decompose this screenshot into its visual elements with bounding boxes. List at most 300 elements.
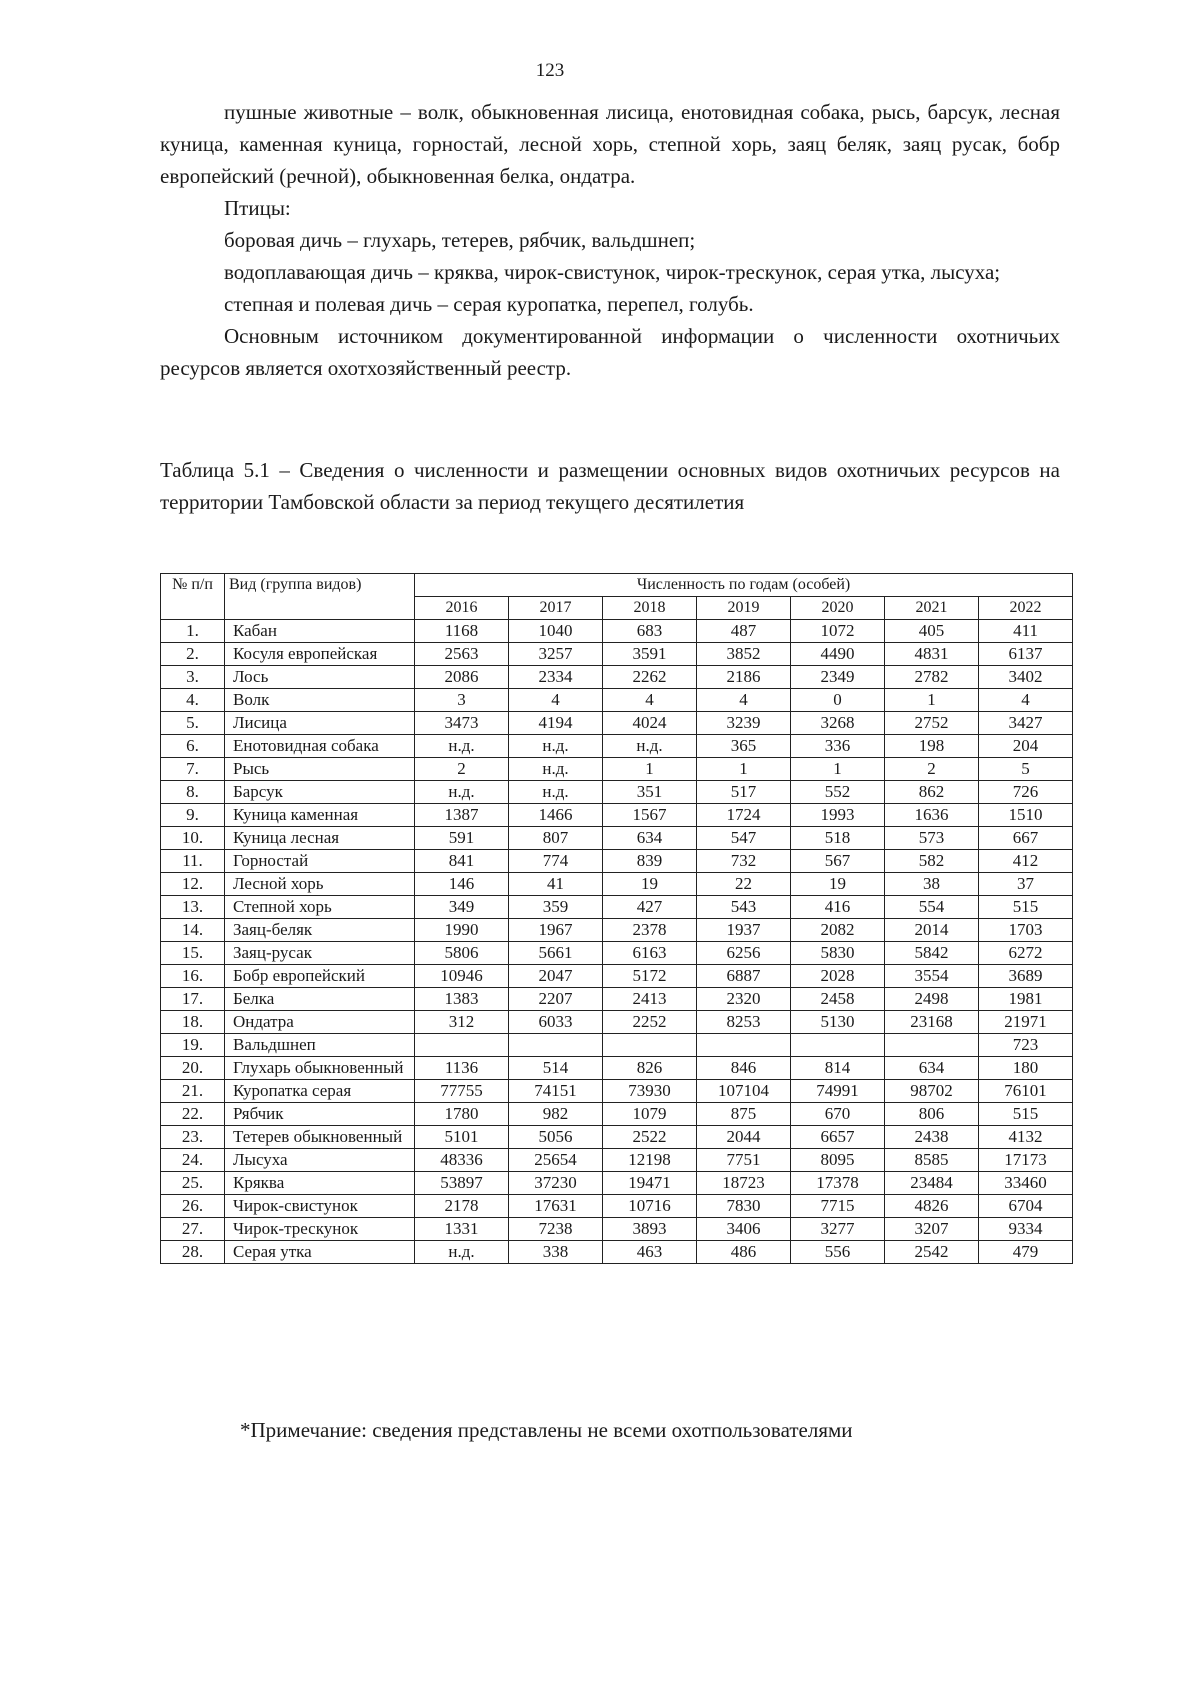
population-cell: 7751 <box>697 1149 791 1172</box>
population-cell: н.д. <box>415 735 509 758</box>
population-cell: 2782 <box>885 666 979 689</box>
population-cell: 6137 <box>979 643 1073 666</box>
population-cell: 683 <box>603 620 697 643</box>
population-cell: 2320 <box>697 988 791 1011</box>
population-cell: 3893 <box>603 1218 697 1241</box>
row-number: 3. <box>161 666 225 689</box>
population-cell: 23168 <box>885 1011 979 1034</box>
population-cell: 5056 <box>509 1126 603 1149</box>
table-row <box>161 781 1073 804</box>
population-cell: 1937 <box>697 919 791 942</box>
population-cell: 2413 <box>603 988 697 1011</box>
row-number: 26. <box>161 1195 225 1218</box>
population-cell: 6887 <box>697 965 791 988</box>
header-year: 2022 <box>979 597 1073 620</box>
population-cell: 4132 <box>979 1126 1073 1149</box>
population-cell: 1072 <box>791 620 885 643</box>
population-cell: 2044 <box>697 1126 791 1149</box>
population-cell: 2498 <box>885 988 979 1011</box>
population-cell: 543 <box>697 896 791 919</box>
population-cell: 634 <box>603 827 697 850</box>
population-cell: 3 <box>415 689 509 712</box>
population-cell: 1079 <box>603 1103 697 1126</box>
population-cell: 591 <box>415 827 509 850</box>
paragraph: степная и полевая дичь – серая куропатка, перепел, голубь. <box>224 292 754 316</box>
population-cell: 4 <box>697 689 791 712</box>
species-name: Лесной хорь <box>225 873 415 896</box>
row-number: 8. <box>161 781 225 804</box>
header-population-by-year: Численность по годам (особей) <box>415 574 1073 597</box>
population-cell: 359 <box>509 896 603 919</box>
table-row <box>161 758 1073 781</box>
species-name: Кряква <box>225 1172 415 1195</box>
population-cell: н.д. <box>509 735 603 758</box>
species-name: Ондатра <box>225 1011 415 1034</box>
row-number: 14. <box>161 919 225 942</box>
row-number: 16. <box>161 965 225 988</box>
population-cell: 487 <box>697 620 791 643</box>
paragraph: водоплавающая дичь – кряква, чирок-свистунок, чирок-трескунок, серая утка, лысуха; <box>224 260 1001 284</box>
population-cell: 2438 <box>885 1126 979 1149</box>
population-cell: 3689 <box>979 965 1073 988</box>
table-row <box>161 1218 1073 1241</box>
population-cell: 2262 <box>603 666 697 689</box>
population-cell: 10716 <box>603 1195 697 1218</box>
population-cell: 19471 <box>603 1172 697 1195</box>
population-cell: 667 <box>979 827 1073 850</box>
population-cell: 53897 <box>415 1172 509 1195</box>
population-cell: 1040 <box>509 620 603 643</box>
population-cell: 5101 <box>415 1126 509 1149</box>
species-name: Рысь <box>225 758 415 781</box>
table-body <box>161 620 1073 1264</box>
population-cell: 76101 <box>979 1080 1073 1103</box>
table-row <box>161 1126 1073 1149</box>
population-cell: 6704 <box>979 1195 1073 1218</box>
table-header-row <box>161 574 1073 597</box>
population-cell: 1510 <box>979 804 1073 827</box>
population-cell: 22 <box>697 873 791 896</box>
population-cell: 567 <box>791 850 885 873</box>
population-cell: 4 <box>509 689 603 712</box>
population-cell: 554 <box>885 896 979 919</box>
population-cell: 17173 <box>979 1149 1073 1172</box>
population-cell: 8585 <box>885 1149 979 1172</box>
species-name: Рябчик <box>225 1103 415 1126</box>
species-name: Волк <box>225 689 415 712</box>
population-cell: 7715 <box>791 1195 885 1218</box>
population-cell: 6163 <box>603 942 697 965</box>
row-number: 2. <box>161 643 225 666</box>
table-row <box>161 942 1073 965</box>
species-name: Горностай <box>225 850 415 873</box>
population-cell: 2207 <box>509 988 603 1011</box>
population-cell: 2252 <box>603 1011 697 1034</box>
population-cell: 573 <box>885 827 979 850</box>
table-note: *Примечание: сведения представлены не всеми охотпользователями <box>240 1418 853 1442</box>
header-year: 2018 <box>603 597 697 620</box>
row-number: 12. <box>161 873 225 896</box>
population-cell: 518 <box>791 827 885 850</box>
population-cell: 1990 <box>415 919 509 942</box>
population-cell: 1 <box>885 689 979 712</box>
row-number: 25. <box>161 1172 225 1195</box>
population-cell: 2563 <box>415 643 509 666</box>
row-number: 21. <box>161 1080 225 1103</box>
row-number: 1. <box>161 620 225 643</box>
row-number: 20. <box>161 1057 225 1080</box>
population-cell: 3406 <box>697 1218 791 1241</box>
population-cell: 3257 <box>509 643 603 666</box>
population-cell: 7830 <box>697 1195 791 1218</box>
table-row <box>161 1103 1073 1126</box>
population-cell: 479 <box>979 1241 1073 1264</box>
population-cell: 18723 <box>697 1172 791 1195</box>
population-cell: 74991 <box>791 1080 885 1103</box>
population-cell: 826 <box>603 1057 697 1080</box>
population-cell: 862 <box>885 781 979 804</box>
page-number: 123 <box>535 60 565 81</box>
table-row <box>161 827 1073 850</box>
population-cell <box>791 1034 885 1057</box>
population-cell: 2752 <box>885 712 979 735</box>
species-name: Белка <box>225 988 415 1011</box>
population-cell: 19 <box>603 873 697 896</box>
population-cell: 4024 <box>603 712 697 735</box>
population-cell: 2349 <box>791 666 885 689</box>
population-cell: 2522 <box>603 1126 697 1149</box>
population-cell: 38 <box>885 873 979 896</box>
population-cell: 19 <box>791 873 885 896</box>
population-cell: 180 <box>979 1057 1073 1080</box>
header-year: 2019 <box>697 597 791 620</box>
population-cell: 41 <box>509 873 603 896</box>
population-cell: 9334 <box>979 1218 1073 1241</box>
row-number: 4. <box>161 689 225 712</box>
population-cell: н.д. <box>509 781 603 804</box>
population-cell: 486 <box>697 1241 791 1264</box>
population-cell: 1 <box>603 758 697 781</box>
row-number: 9. <box>161 804 225 827</box>
population-cell <box>885 1034 979 1057</box>
population-cell: 25654 <box>509 1149 603 1172</box>
population-cell: 634 <box>885 1057 979 1080</box>
population-cell: 3207 <box>885 1218 979 1241</box>
header-year: 2017 <box>509 597 603 620</box>
population-cell: 146 <box>415 873 509 896</box>
table-row <box>161 896 1073 919</box>
population-cell: 351 <box>603 781 697 804</box>
species-name: Чирок-трескунок <box>225 1218 415 1241</box>
population-cell: 839 <box>603 850 697 873</box>
population-cell: 1383 <box>415 988 509 1011</box>
population-cell: 365 <box>697 735 791 758</box>
species-name: Серая утка <box>225 1241 415 1264</box>
population-cell: н.д. <box>603 735 697 758</box>
population-cell: 336 <box>791 735 885 758</box>
population-cell: 2458 <box>791 988 885 1011</box>
population-cell: 8095 <box>791 1149 885 1172</box>
row-number: 15. <box>161 942 225 965</box>
table-row <box>161 1195 1073 1218</box>
population-cell: 547 <box>697 827 791 850</box>
population-cell: 5172 <box>603 965 697 988</box>
population-cell: 107104 <box>697 1080 791 1103</box>
population-cell: 6657 <box>791 1126 885 1149</box>
population-cell: 515 <box>979 1103 1073 1126</box>
population-cell: 670 <box>791 1103 885 1126</box>
population-cell: 3852 <box>697 643 791 666</box>
table-row <box>161 1034 1073 1057</box>
species-name: Кабан <box>225 620 415 643</box>
row-number: 7. <box>161 758 225 781</box>
population-cell <box>697 1034 791 1057</box>
population-cell: 4194 <box>509 712 603 735</box>
population-cell: 1387 <box>415 804 509 827</box>
population-cell: 4826 <box>885 1195 979 1218</box>
population-cell: 2014 <box>885 919 979 942</box>
population-cell: 552 <box>791 781 885 804</box>
species-name: Куница каменная <box>225 804 415 827</box>
species-name: Барсук <box>225 781 415 804</box>
population-cell: 732 <box>697 850 791 873</box>
population-cell: 48336 <box>415 1149 509 1172</box>
table-row <box>161 988 1073 1011</box>
body-text <box>160 96 1060 384</box>
population-cell: 0 <box>791 689 885 712</box>
population-cell: 1331 <box>415 1218 509 1241</box>
table-row <box>161 1241 1073 1264</box>
population-cell: 2334 <box>509 666 603 689</box>
row-number: 10. <box>161 827 225 850</box>
species-name: Куница лесная <box>225 827 415 850</box>
population-cell: 3239 <box>697 712 791 735</box>
population-cell: 1993 <box>791 804 885 827</box>
population-cell: 6033 <box>509 1011 603 1034</box>
population-cell: 2178 <box>415 1195 509 1218</box>
population-cell: 3591 <box>603 643 697 666</box>
population-cell: 1981 <box>979 988 1073 1011</box>
population-cell: 5 <box>979 758 1073 781</box>
population-cell: 98702 <box>885 1080 979 1103</box>
population-cell: 5842 <box>885 942 979 965</box>
table-row <box>161 1057 1073 1080</box>
population-cell: 204 <box>979 735 1073 758</box>
population-cell: 2086 <box>415 666 509 689</box>
header-species: Вид (группа видов) <box>225 574 415 620</box>
population-cell: 349 <box>415 896 509 919</box>
population-cell: 7238 <box>509 1218 603 1241</box>
population-cell: 875 <box>697 1103 791 1126</box>
table-row <box>161 712 1073 735</box>
paragraph: пушные животные – волк, обыкновенная лисица, енотовидная собака, рысь, барсук, лесная куница, каменная куница, горностай, лесной хорь, степной хорь, заяц беляк, заяц русак, бобр европейский (речной), обыкновенная белка, ондатра. <box>160 100 1060 188</box>
population-cell: 10946 <box>415 965 509 988</box>
population-cell: 1466 <box>509 804 603 827</box>
row-number: 5. <box>161 712 225 735</box>
population-cell: 463 <box>603 1241 697 1264</box>
species-population-table <box>160 573 1073 1264</box>
population-cell: 5806 <box>415 942 509 965</box>
table-row <box>161 804 1073 827</box>
row-number: 28. <box>161 1241 225 1264</box>
population-cell <box>415 1034 509 1057</box>
population-cell: 1 <box>791 758 885 781</box>
population-cell: 1967 <box>509 919 603 942</box>
population-cell: 73930 <box>603 1080 697 1103</box>
population-cell: 3554 <box>885 965 979 988</box>
species-name: Заяц-русак <box>225 942 415 965</box>
population-cell: 3268 <box>791 712 885 735</box>
population-cell: 6272 <box>979 942 1073 965</box>
row-number: 22. <box>161 1103 225 1126</box>
table-row <box>161 919 1073 942</box>
population-cell: 1567 <box>603 804 697 827</box>
population-cell: 841 <box>415 850 509 873</box>
species-name: Тетерев обыкновенный <box>225 1126 415 1149</box>
table-row <box>161 666 1073 689</box>
population-cell: 74151 <box>509 1080 603 1103</box>
population-cell: 1 <box>697 758 791 781</box>
population-cell: 17631 <box>509 1195 603 1218</box>
population-cell: 4490 <box>791 643 885 666</box>
population-cell: 814 <box>791 1057 885 1080</box>
header-year: 2016 <box>415 597 509 620</box>
paragraph: Птицы: <box>224 196 291 220</box>
population-cell: 411 <box>979 620 1073 643</box>
table-row <box>161 873 1073 896</box>
population-cell: 5830 <box>791 942 885 965</box>
population-cell: 1724 <box>697 804 791 827</box>
paragraph: боровая дичь – глухарь, тетерев, рябчик, вальдшнеп; <box>224 228 696 252</box>
population-cell: 556 <box>791 1241 885 1264</box>
population-cell: 4 <box>979 689 1073 712</box>
population-cell: 427 <box>603 896 697 919</box>
population-cell: 2082 <box>791 919 885 942</box>
population-cell: н.д. <box>509 758 603 781</box>
population-cell: 17378 <box>791 1172 885 1195</box>
population-cell: 846 <box>697 1057 791 1080</box>
population-cell <box>509 1034 603 1057</box>
population-cell: 37 <box>979 873 1073 896</box>
population-cell: 6256 <box>697 942 791 965</box>
population-cell: 515 <box>979 896 1073 919</box>
population-cell: н.д. <box>415 1241 509 1264</box>
population-cell: н.д. <box>415 781 509 804</box>
row-number: 19. <box>161 1034 225 1057</box>
population-cell: 3473 <box>415 712 509 735</box>
species-name: Куропатка серая <box>225 1080 415 1103</box>
population-cell: 405 <box>885 620 979 643</box>
row-number: 11. <box>161 850 225 873</box>
population-cell: 338 <box>509 1241 603 1264</box>
species-name: Лисица <box>225 712 415 735</box>
population-cell: 582 <box>885 850 979 873</box>
population-cell: 2028 <box>791 965 885 988</box>
population-cell: 3402 <box>979 666 1073 689</box>
species-name: Лысуха <box>225 1149 415 1172</box>
table-row <box>161 965 1073 988</box>
population-cell: 3277 <box>791 1218 885 1241</box>
population-cell: 5661 <box>509 942 603 965</box>
row-number: 27. <box>161 1218 225 1241</box>
table-row <box>161 643 1073 666</box>
table-row <box>161 1172 1073 1195</box>
header-number: № п/п <box>161 574 225 620</box>
population-cell: 23484 <box>885 1172 979 1195</box>
population-cell: 4 <box>603 689 697 712</box>
population-cell: 1636 <box>885 804 979 827</box>
species-name: Бобр европейский <box>225 965 415 988</box>
population-cell: 2 <box>885 758 979 781</box>
table-caption: Таблица 5.1 – Сведения о численности и размещении основных видов охотничьих ресурсов на территории Тамбовской области за период текущего десятилетия <box>160 458 1060 514</box>
population-cell: 5130 <box>791 1011 885 1034</box>
species-name: Косуля европейская <box>225 643 415 666</box>
row-number: 23. <box>161 1126 225 1149</box>
population-cell: 198 <box>885 735 979 758</box>
population-cell: 8253 <box>697 1011 791 1034</box>
population-cell: 807 <box>509 827 603 850</box>
species-name: Енотовидная собака <box>225 735 415 758</box>
population-cell: 412 <box>979 850 1073 873</box>
population-cell: 806 <box>885 1103 979 1126</box>
population-cell: 37230 <box>509 1172 603 1195</box>
population-cell: 2542 <box>885 1241 979 1264</box>
table-row <box>161 1149 1073 1172</box>
population-cell: 3427 <box>979 712 1073 735</box>
population-cell: 4831 <box>885 643 979 666</box>
population-cell: 1780 <box>415 1103 509 1126</box>
row-number: 17. <box>161 988 225 1011</box>
population-cell: 1136 <box>415 1057 509 1080</box>
table-row <box>161 1011 1073 1034</box>
population-cell: 12198 <box>603 1149 697 1172</box>
population-cell <box>603 1034 697 1057</box>
row-number: 18. <box>161 1011 225 1034</box>
row-number: 6. <box>161 735 225 758</box>
population-cell: 774 <box>509 850 603 873</box>
species-name: Глухарь обыкновенный <box>225 1057 415 1080</box>
population-cell: 1168 <box>415 620 509 643</box>
population-cell: 312 <box>415 1011 509 1034</box>
table-row <box>161 1080 1073 1103</box>
population-cell: 517 <box>697 781 791 804</box>
population-cell: 2 <box>415 758 509 781</box>
population-cell: 982 <box>509 1103 603 1126</box>
row-number: 24. <box>161 1149 225 1172</box>
table-row <box>161 620 1073 643</box>
species-name: Заяц-беляк <box>225 919 415 942</box>
population-cell: 21971 <box>979 1011 1073 1034</box>
paragraph: Основным источником документированной информации о численности охотничьих ресурсов является охотхозяйственный реестр. <box>160 324 1060 380</box>
population-cell: 2047 <box>509 965 603 988</box>
population-cell: 1703 <box>979 919 1073 942</box>
species-name: Лось <box>225 666 415 689</box>
population-cell: 33460 <box>979 1172 1073 1195</box>
table-row <box>161 689 1073 712</box>
row-number: 13. <box>161 896 225 919</box>
species-name: Чирок-свистунок <box>225 1195 415 1218</box>
population-cell: 77755 <box>415 1080 509 1103</box>
population-cell: 416 <box>791 896 885 919</box>
species-name: Степной хорь <box>225 896 415 919</box>
population-cell: 514 <box>509 1057 603 1080</box>
population-cell: 726 <box>979 781 1073 804</box>
table-row <box>161 850 1073 873</box>
table-row <box>161 735 1073 758</box>
header-year: 2020 <box>791 597 885 620</box>
header-year: 2021 <box>885 597 979 620</box>
species-name: Вальдшнеп <box>225 1034 415 1057</box>
